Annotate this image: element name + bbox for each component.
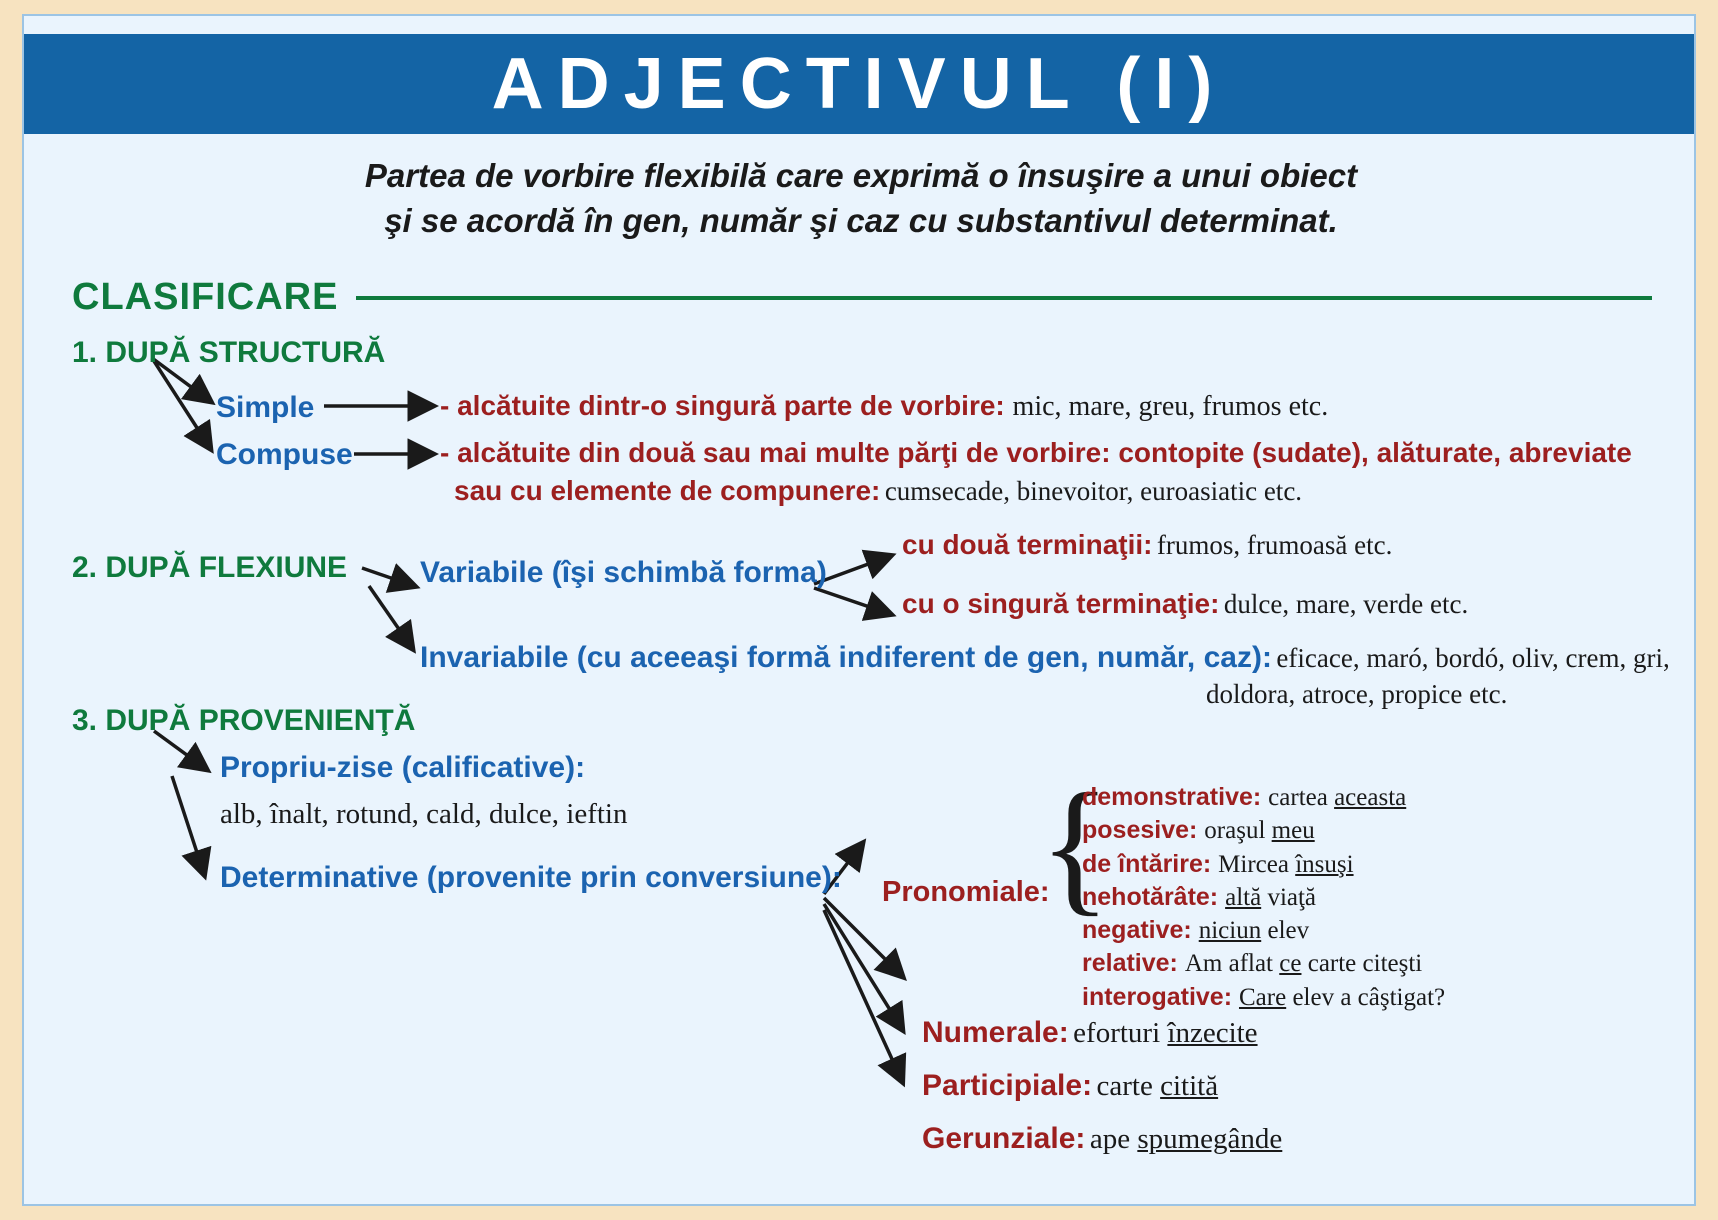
list-item xyxy=(1082,781,1445,814)
clasificare-label: CLASIFICARE xyxy=(72,276,339,318)
target-numerale-ex-underline: înzecite xyxy=(1167,1017,1258,1049)
pronomiale-kind-6: interogative: xyxy=(1082,982,1233,1011)
pronomiale-ex-before-1: oraşul xyxy=(1204,817,1272,845)
pronomiale-kind-0: demonstrative: xyxy=(1082,783,1262,811)
pronomiale-ex-underline-5: ce xyxy=(1279,950,1302,978)
branch-propriu-zise-examples: alb, înalt, rotund, cald, dulce, ieftin xyxy=(220,798,628,830)
pronomiale-ex-underline-1: meu xyxy=(1271,817,1315,845)
pronomiale-ex-underline-0: aceasta xyxy=(1334,784,1407,811)
target-numerale-label: Numerale: xyxy=(922,1016,1069,1049)
subbranch-doua-terminatii-label: cu două terminaţii: xyxy=(902,529,1153,560)
subbranch-o-singura-terminatie-examples: dulce, mare, verde etc. xyxy=(1223,589,1469,619)
pronomiale-ex-underline-4: niciun xyxy=(1198,917,1262,944)
pronomiale-list xyxy=(1082,781,1445,1014)
pronomiale-ex-after-4: elev xyxy=(1261,917,1310,944)
section-3-title: 3. DUPĂ PROVENIENŢĂ xyxy=(72,704,416,737)
definition-line-1: Partea de vorbire flexibilă care exprimă o însuşire a unui obiect xyxy=(364,157,1358,194)
target-numerale-ex-before: eforturi xyxy=(1073,1017,1168,1049)
pronomiale-ex-underline-3: altă xyxy=(1225,883,1262,911)
branch-invariabile xyxy=(420,641,1670,675)
section-2-title: 2. DUPĂ FLEXIUNE xyxy=(72,551,348,584)
definition-line-2: şi se acordă în gen, număr şi caz cu substantivul determinat. xyxy=(384,201,1338,239)
subbranch-o-singura-terminatie-label: cu o singură terminaţie: xyxy=(902,588,1220,619)
pronomiale-kind-2: de întărire: xyxy=(1082,849,1212,878)
list-item xyxy=(1082,848,1445,881)
branch-compuse-examples: cumsecade, binevoitor, euroasiatic etc. xyxy=(884,476,1303,506)
pronomiale-ex-before-2: Mircea xyxy=(1218,850,1296,878)
pronomiale-ex-after-5: carte citeşti xyxy=(1301,950,1423,978)
pronomiale-ex-underline-6: Care xyxy=(1238,983,1287,1011)
list-item xyxy=(1082,814,1445,847)
branch-simple-description xyxy=(440,390,1328,423)
pronomiale-ex-after-3: viaţă xyxy=(1261,883,1317,911)
branch-simple-label: Simple xyxy=(216,391,315,424)
branch-compuse-description-text: - alcătuite din două sau mai multe părţi de vorbire: contopite (sudate), alăturate, abreviate xyxy=(440,437,1632,468)
target-pronomiale-label: Pronomiale: xyxy=(882,876,1050,908)
branch-determinative-label: Determinative (provenite prin conversiune): xyxy=(220,861,842,894)
branch-invariabile-examples: eficace, maró, bordó, oliv, crem, gri, xyxy=(1276,643,1670,673)
list-item xyxy=(1082,981,1445,1014)
subbranch-doua-terminatii xyxy=(902,529,1392,561)
branch-compuse-label: Compuse xyxy=(216,438,353,471)
definition-text xyxy=(84,154,1638,243)
pronomiale-kind-5: relative: xyxy=(1082,949,1178,978)
clasificare-divider xyxy=(356,296,1652,300)
target-participiale-ex-before: carte xyxy=(1096,1070,1161,1102)
branch-compuse-description-2: sau cu elemente de compunere: xyxy=(454,475,881,506)
pronomiale-ex-underline-2: însuşi xyxy=(1295,850,1354,878)
branch-invariabile-examples-2: doldora, atroce, propice etc. xyxy=(1206,679,1508,709)
branch-simple-description-text: - alcătuite dintr-o singură parte de vorbire: xyxy=(440,390,1005,421)
page-title: ADJECTIVUL (I) xyxy=(491,44,1227,124)
branch-variabile-label: Variabile (îşi schimbă forma) xyxy=(420,556,827,589)
pronomiale-kind-1: posesive: xyxy=(1082,816,1198,845)
pronomiale-ex-after-6: elev a câştigat? xyxy=(1286,983,1446,1011)
title-bar xyxy=(24,34,1694,134)
poster xyxy=(22,14,1696,1206)
target-gerunziale-ex-before: ape xyxy=(1089,1123,1138,1155)
branch-invariabile-label: Invariabile (cu aceeaşi formă indiferent de gen, număr, caz): xyxy=(420,641,1272,674)
branch-simple-examples: mic, mare, greu, frumos etc. xyxy=(1012,391,1329,422)
branch-compuse-description-2-row xyxy=(440,475,1670,507)
branch-compuse-description xyxy=(440,437,1670,507)
list-item xyxy=(1082,914,1445,947)
brace-icon: { xyxy=(1039,763,1111,929)
list-item xyxy=(1082,947,1445,980)
section-1-title: 1. DUPĂ STRUCTURĂ xyxy=(72,336,386,369)
pronomiale-ex-before-0: cartea xyxy=(1268,784,1335,811)
pronomiale-ex-before-5: Am aflat xyxy=(1184,950,1280,978)
target-gerunziale-label: Gerunziale: xyxy=(922,1122,1086,1155)
subbranch-o-singura-terminatie xyxy=(902,588,1468,620)
pronomiale-kind-4: negative: xyxy=(1082,916,1192,944)
subbranch-doua-terminatii-examples: frumos, frumoasă etc. xyxy=(1156,530,1393,560)
target-numerale xyxy=(922,1016,1258,1050)
branch-propriu-zise-label: Propriu-zise (calificative): xyxy=(220,751,586,784)
target-participiale-label: Participiale: xyxy=(922,1069,1093,1102)
clasificare-heading-row xyxy=(72,276,1652,319)
target-participiale-ex-underline: citită xyxy=(1160,1070,1219,1102)
target-gerunziale-ex-underline: spumegânde xyxy=(1137,1123,1283,1155)
pronomiale-kind-3: nehotărâte: xyxy=(1082,882,1219,911)
list-item xyxy=(1082,881,1445,914)
target-gerunziale xyxy=(922,1122,1282,1156)
target-participiale xyxy=(922,1069,1218,1103)
